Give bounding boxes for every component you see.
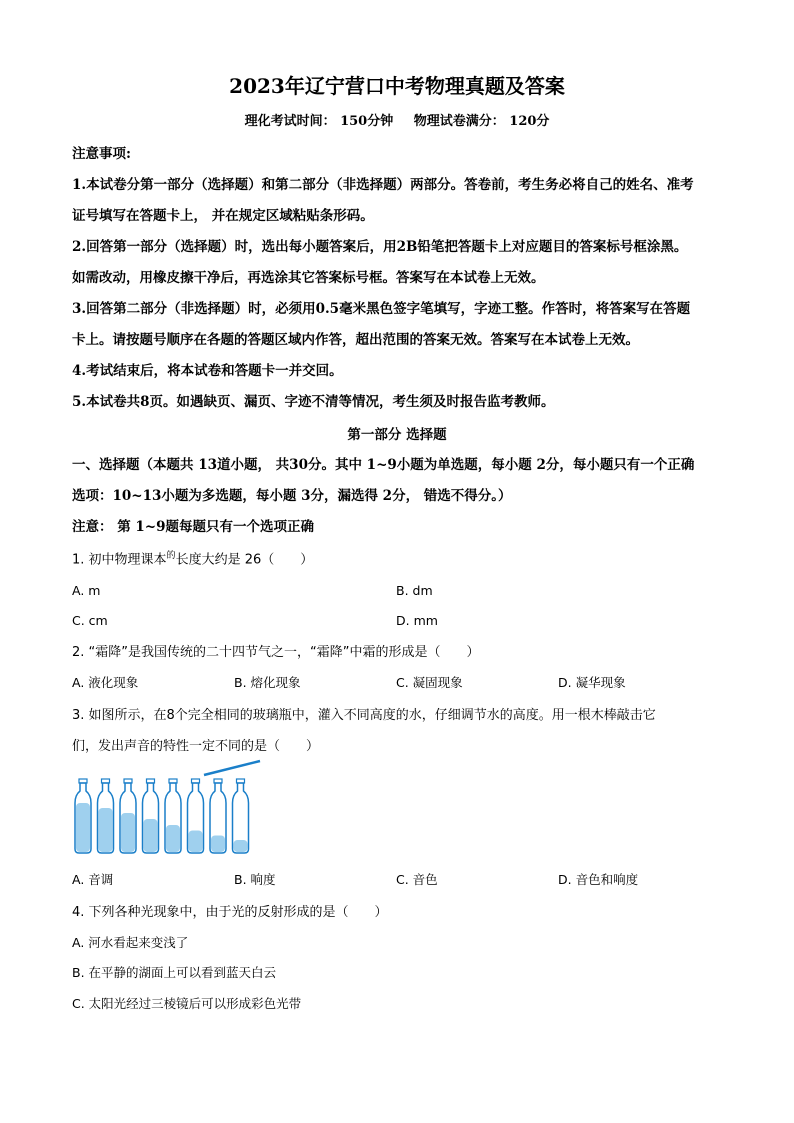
bottle-cap: [79, 779, 87, 783]
question-2-option-d: D. 凝华现象: [558, 675, 626, 690]
water-fill: [166, 825, 180, 852]
question-2-stem: 2. “霜降”是我国传统的二十四节气之一，“霜降”中霜的形成是（ ）: [72, 645, 480, 660]
wooden-stick: [204, 761, 260, 775]
question-2-option-a: A. 液化现象: [72, 675, 139, 690]
bottle-cap: [214, 779, 222, 783]
page-title: 2023年辽宁营口中考物理真题及答案: [229, 74, 565, 98]
bottle-cap: [102, 779, 110, 783]
notice-line: 2.回答第一部分（选择题）时，选出每小题答案后，用2B铅笔把答题卡上对应题目的答案标号框涂黑。: [72, 239, 688, 255]
question-1-stem-part: 1. 初中物理课本: [72, 552, 167, 568]
bottles-figure: [72, 755, 262, 860]
water-fill: [99, 808, 113, 852]
question-3-option-c: C. 音色: [396, 872, 438, 887]
glass-bottle: [75, 779, 91, 853]
glass-bottle: [210, 779, 226, 853]
question-3-option-b: B. 响度: [234, 872, 276, 887]
water-fill: [189, 831, 203, 853]
section-line: 选项：10~13小题为多选题，每小题 3分，漏选得 2分， 错选不得分。）: [72, 488, 512, 504]
notice-line: 卡上。请按题号顺序在各题的答题区域内作答，超出范围的答案无效。答案写在本试卷上无效。: [72, 332, 639, 348]
question-3-stem: 们，发出声音的特性一定不同的是（ ）: [72, 739, 320, 754]
question-4-option-a: A. 河水看起来变浅了: [72, 935, 189, 950]
question-1-stem-part: 长度大约是 26（ ）: [175, 552, 314, 568]
glass-bottle: [143, 779, 159, 853]
bottle-cap: [237, 779, 245, 783]
question-1-option-d: D. mm: [396, 613, 438, 628]
question-1-stem-sup: 的: [166, 551, 176, 561]
section-line: 一、选择题（本题共 13道小题， 共30分。其中 1~9小题为单选题，每小题 2分，每小题只有一个正确: [72, 457, 695, 473]
notice-line: 3.回答第二部分（非选择题）时，必须用0.5毫米黑色签字笔填写，字迹工整。作答时，将答案写在答题: [72, 301, 691, 317]
question-4-option-b: B. 在平静的湖面上可以看到蓝天白云: [72, 965, 277, 980]
question-3-option-a: A. 音调: [72, 872, 114, 887]
question-1-option-c: C. cm: [72, 613, 108, 628]
question-4-stem: 4. 下列各种光现象中，由于光的反射形成的是（ ）: [72, 905, 388, 920]
water-fill: [121, 813, 135, 852]
question-3-stem: 3. 如图所示，在8个完全相同的玻璃瓶中，灌入不同高度的水，仔细调节水的高度。用一根木棒敲击它: [72, 708, 656, 723]
question-1-option-b: B. dm: [396, 583, 433, 598]
glass-bottle: [98, 779, 114, 853]
bottle-cap: [147, 779, 155, 783]
part-title: 第一部分 选择题: [347, 427, 447, 443]
question-4-option-c: C. 太阳光经过三棱镜后可以形成彩色光带: [72, 996, 302, 1011]
question-2-option-c: C. 凝固现象: [396, 675, 463, 690]
water-fill: [76, 803, 90, 852]
question-1-option-a: A. m: [72, 583, 101, 598]
exam-info: [0, 110, 794, 129]
notice-heading: 注意事项:: [72, 146, 131, 162]
question-3-option-d: D. 音色和响度: [558, 872, 639, 887]
bottle-cap: [124, 779, 132, 783]
glass-bottle: [233, 779, 249, 853]
notice-line: 5.本试卷共8页。如遇缺页、漏页、字迹不清等情况，考生须及时报告监考教师。: [72, 394, 555, 410]
water-fill: [144, 819, 158, 852]
notice-line: 4.考试结束后，将本试卷和答题卡一并交回。: [72, 363, 343, 379]
notice-line: 证号填写在答题卡上， 并在规定区域粘贴条形码。: [72, 208, 374, 224]
question-1-stem: [72, 548, 722, 567]
notice-line: 如需改动，用橡皮擦干净后，再选涂其它答案标号框。答案写在本试卷上无效。: [72, 270, 545, 286]
bottle-cap: [192, 779, 200, 783]
water-fill: [234, 840, 248, 852]
exam-time: 理化考试时间： 150分钟: [244, 114, 394, 129]
section-note: 注意： 第 1~9题每题只有一个选项正确: [72, 519, 314, 535]
bottle-cap: [169, 779, 177, 783]
glass-bottle: [188, 779, 204, 853]
exam-score: 物理试卷满分： 120分: [413, 114, 550, 129]
question-2-option-b: B. 熔化现象: [234, 675, 301, 690]
notice-line: 1.本试卷分第一部分（选择题）和第二部分（非选择题）两部分。答卷前，考生务必将自己的姓名、准考: [72, 177, 694, 193]
glass-bottle: [120, 779, 136, 853]
water-fill: [211, 836, 225, 853]
glass-bottle: [165, 779, 181, 853]
